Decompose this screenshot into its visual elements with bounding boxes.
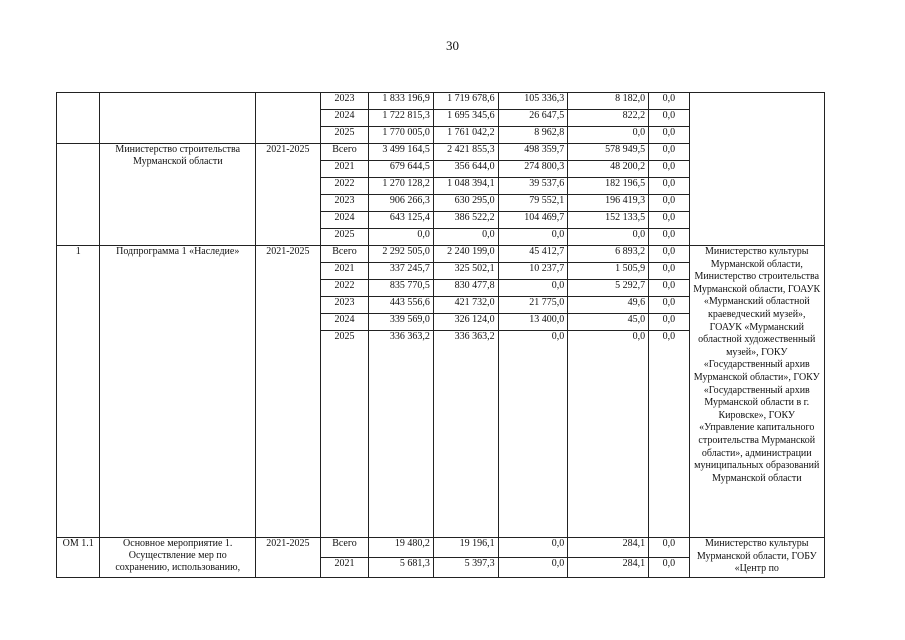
total-cell: 679 644,5 [369, 161, 434, 178]
amount-cell: 1 048 394,1 [433, 178, 498, 195]
total-cell: 1 770 005,0 [369, 127, 434, 144]
amount-cell: 284,1 [568, 558, 649, 578]
amount-cell: 0,0 [649, 229, 689, 246]
amount-cell: 326 124,0 [433, 314, 498, 331]
amount-cell: 0,0 [649, 280, 689, 297]
year-cell: 2023 [320, 195, 369, 212]
amount-cell: 0,0 [498, 280, 568, 297]
amount-cell: 630 295,0 [433, 195, 498, 212]
amount-cell: 26 647,5 [498, 110, 568, 127]
year-cell: 2021 [320, 558, 369, 578]
amount-cell: 5 292,7 [568, 280, 649, 297]
responsible-cell [689, 93, 824, 246]
amount-cell: 0,0 [568, 331, 649, 538]
amount-cell: 0,0 [568, 229, 649, 246]
amount-cell: 421 732,0 [433, 297, 498, 314]
amount-cell: 21 775,0 [498, 297, 568, 314]
amount-cell: 822,2 [568, 110, 649, 127]
amount-cell: 0,0 [649, 263, 689, 280]
row-name: Министерство строительства Мурманской области [100, 144, 256, 246]
amount-cell: 105 336,3 [498, 93, 568, 110]
amount-cell: 0,0 [649, 110, 689, 127]
responsible-cell: Министерство культуры Мурманской области, ГОБУ «Центр по [689, 538, 824, 578]
year-cell: 2023 [320, 297, 369, 314]
amount-cell: 0,0 [649, 144, 689, 161]
row-period: 2021-2025 [256, 144, 321, 246]
row-code: 1 [57, 246, 100, 538]
total-cell: 2 292 505,0 [369, 246, 434, 263]
amount-cell: 45 412,7 [498, 246, 568, 263]
total-cell: 1 270 128,2 [369, 178, 434, 195]
total-cell: 1 722 815,3 [369, 110, 434, 127]
amount-cell: 274 800,3 [498, 161, 568, 178]
amount-cell: 79 552,1 [498, 195, 568, 212]
amount-cell: 10 237,7 [498, 263, 568, 280]
total-cell: 19 480,2 [369, 538, 434, 558]
responsible-cell: Министерство культуры Мурманской области, Министерство строительства Мурманской области, ГОАУК «Мурманский областной краеведческий музей», ГОАУК «Мурманский областной художественный музей», ГОКУ «Государственный архив Мурманской области», ГОКУ «Государственный архив Мурманской области в г. Кировске», ГОКУ «Управление капитального строительства Мурманской области», администрации муниципальных образований Мурманской области [689, 246, 824, 538]
row-code [57, 144, 100, 246]
budget-table [56, 92, 825, 578]
row-name: Подпрограмма 1 «Наследие» [100, 246, 256, 538]
year-cell: 2024 [320, 110, 369, 127]
amount-cell: 0,0 [649, 93, 689, 110]
row-period: 2021-2025 [256, 246, 321, 538]
page-number: 30 [446, 38, 459, 53]
total-cell: 906 266,3 [369, 195, 434, 212]
amount-cell: 196 419,3 [568, 195, 649, 212]
amount-cell: 0,0 [498, 229, 568, 246]
table-row [57, 538, 825, 558]
total-cell: 339 569,0 [369, 314, 434, 331]
row-name: Основное мероприятие 1. Осуществление мер по сохранению, использованию, [100, 538, 256, 578]
year-cell: 2022 [320, 280, 369, 297]
row-period [256, 93, 321, 144]
amount-cell: 48 200,2 [568, 161, 649, 178]
total-cell: 0,0 [369, 229, 434, 246]
amount-cell: 0,0 [649, 127, 689, 144]
amount-cell: 0,0 [498, 558, 568, 578]
amount-cell: 2 240 199,0 [433, 246, 498, 263]
total-cell: 337 245,7 [369, 263, 434, 280]
amount-cell: 0,0 [649, 246, 689, 263]
amount-cell: 284,1 [568, 538, 649, 558]
row-code: ОМ 1.1 [57, 538, 100, 578]
year-cell: Всего [320, 246, 369, 263]
amount-cell: 0,0 [498, 538, 568, 558]
year-cell: 2022 [320, 178, 369, 195]
row-code [57, 93, 100, 144]
amount-cell: 0,0 [649, 331, 689, 538]
amount-cell: 1 695 345,6 [433, 110, 498, 127]
amount-cell: 0,0 [498, 331, 568, 538]
year-cell: Всего [320, 538, 369, 558]
total-cell: 835 770,5 [369, 280, 434, 297]
year-cell: 2024 [320, 212, 369, 229]
year-cell: 2025 [320, 127, 369, 144]
amount-cell: 0,0 [649, 297, 689, 314]
total-cell: 5 681,3 [369, 558, 434, 578]
amount-cell: 1 719 678,6 [433, 93, 498, 110]
amount-cell: 0,0 [649, 314, 689, 331]
row-name [100, 93, 256, 144]
amount-cell: 0,0 [649, 538, 689, 558]
amount-cell: 0,0 [649, 178, 689, 195]
total-cell: 1 833 196,9 [369, 93, 434, 110]
amount-cell: 182 196,5 [568, 178, 649, 195]
amount-cell: 336 363,2 [433, 331, 498, 538]
table-row [57, 246, 825, 263]
amount-cell: 325 502,1 [433, 263, 498, 280]
total-cell: 643 125,4 [369, 212, 434, 229]
total-cell: 443 556,6 [369, 297, 434, 314]
year-cell: 2021 [320, 161, 369, 178]
amount-cell: 0,0 [649, 558, 689, 578]
amount-cell: 45,0 [568, 314, 649, 331]
year-cell: 2025 [320, 229, 369, 246]
year-cell: Всего [320, 144, 369, 161]
amount-cell: 0,0 [649, 212, 689, 229]
year-cell: 2024 [320, 314, 369, 331]
amount-cell: 6 893,2 [568, 246, 649, 263]
amount-cell: 0,0 [433, 229, 498, 246]
amount-cell: 498 359,7 [498, 144, 568, 161]
amount-cell: 1 761 042,2 [433, 127, 498, 144]
amount-cell: 104 469,7 [498, 212, 568, 229]
amount-cell: 386 522,2 [433, 212, 498, 229]
amount-cell: 13 400,0 [498, 314, 568, 331]
year-cell: 2023 [320, 93, 369, 110]
table-row [57, 93, 825, 110]
amount-cell: 49,6 [568, 297, 649, 314]
year-cell: 2025 [320, 331, 369, 538]
amount-cell: 1 505,9 [568, 263, 649, 280]
amount-cell: 0,0 [568, 127, 649, 144]
year-cell: 2021 [320, 263, 369, 280]
amount-cell: 39 537,6 [498, 178, 568, 195]
amount-cell: 0,0 [649, 161, 689, 178]
total-cell: 336 363,2 [369, 331, 434, 538]
amount-cell: 578 949,5 [568, 144, 649, 161]
amount-cell: 5 397,3 [433, 558, 498, 578]
total-cell: 3 499 164,5 [369, 144, 434, 161]
amount-cell: 19 196,1 [433, 538, 498, 558]
amount-cell: 152 133,5 [568, 212, 649, 229]
row-period: 2021-2025 [256, 538, 321, 578]
amount-cell: 8 182,0 [568, 93, 649, 110]
amount-cell: 0,0 [649, 195, 689, 212]
amount-cell: 2 421 855,3 [433, 144, 498, 161]
amount-cell: 8 962,8 [498, 127, 568, 144]
amount-cell: 830 477,8 [433, 280, 498, 297]
amount-cell: 356 644,0 [433, 161, 498, 178]
